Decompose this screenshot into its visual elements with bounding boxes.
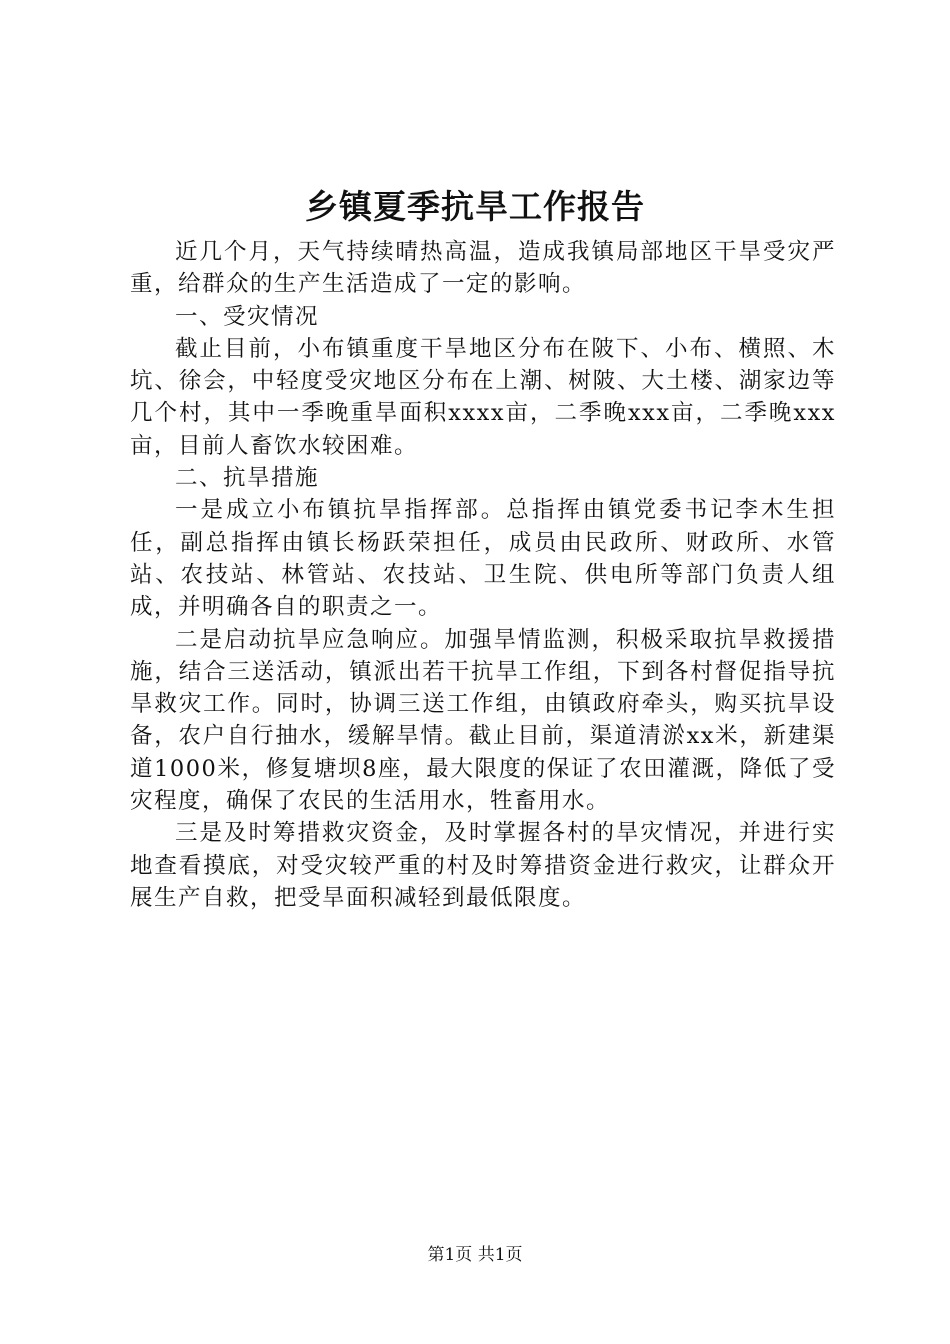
- measure-paragraph-2: 二是启动抗旱应急响应。加强旱情监测，积极采取抗旱救援措施，结合三送活动，镇派出若干抗旱工作组，下到各村督促指导抗旱救灾工作。同时，协调三送工作组，由镇政府牵头，购买抗旱设备，农户自行抽水，缓解旱情。截止目前，渠道清淤xx米，新建渠道1000米，修复塘坝8座，最大限度的保证了农田灌溉，降低了受灾程度，确保了农民的生活用水，牲畜用水。: [130, 626, 836, 815]
- section-heading-measures: 二、抗旱措施: [175, 465, 320, 492]
- document-body: [130, 236, 836, 914]
- disaster-paragraph: 截止目前，小布镇重度干旱地区分布在陂下、小布、横照、木坑、徐会，中轻度受灾地区分布在上潮、树陂、大土楼、湖家边等几个村，其中一季晚重旱面积xxxx亩，二季晚xxx亩，二季晚xxx亩，目前人畜饮水较困难。: [130, 335, 836, 459]
- page-footer: 第1页 共1页: [427, 1245, 523, 1265]
- measure-paragraph-3: 三是及时筹措救灾资金，及时掌握各村的旱灾情况，并进行实地查看摸底，对受灾较严重的村及时筹措资金进行救灾，让群众开展生产自救，把受旱面积减轻到最低限度。: [130, 820, 836, 911]
- intro-paragraph: 近几个月，天气持续晴热高温，造成我镇局部地区干旱受灾严重，给群众的生产生活造成了一定的影响。: [130, 239, 836, 298]
- section-heading-disaster: 一、受灾情况: [175, 303, 320, 330]
- measure-paragraph-1: 一是成立小布镇抗旱指挥部。总指挥由镇党委书记李木生担任，副总指挥由镇长杨跃荣担任，成员由民政所、财政所、水管站、农技站、林管站、农技站、卫生院、供电所等部门负责人组成，并明确各自的职责之一。: [130, 497, 836, 621]
- document-title: 乡镇夏季抗旱工作报告: [305, 187, 645, 226]
